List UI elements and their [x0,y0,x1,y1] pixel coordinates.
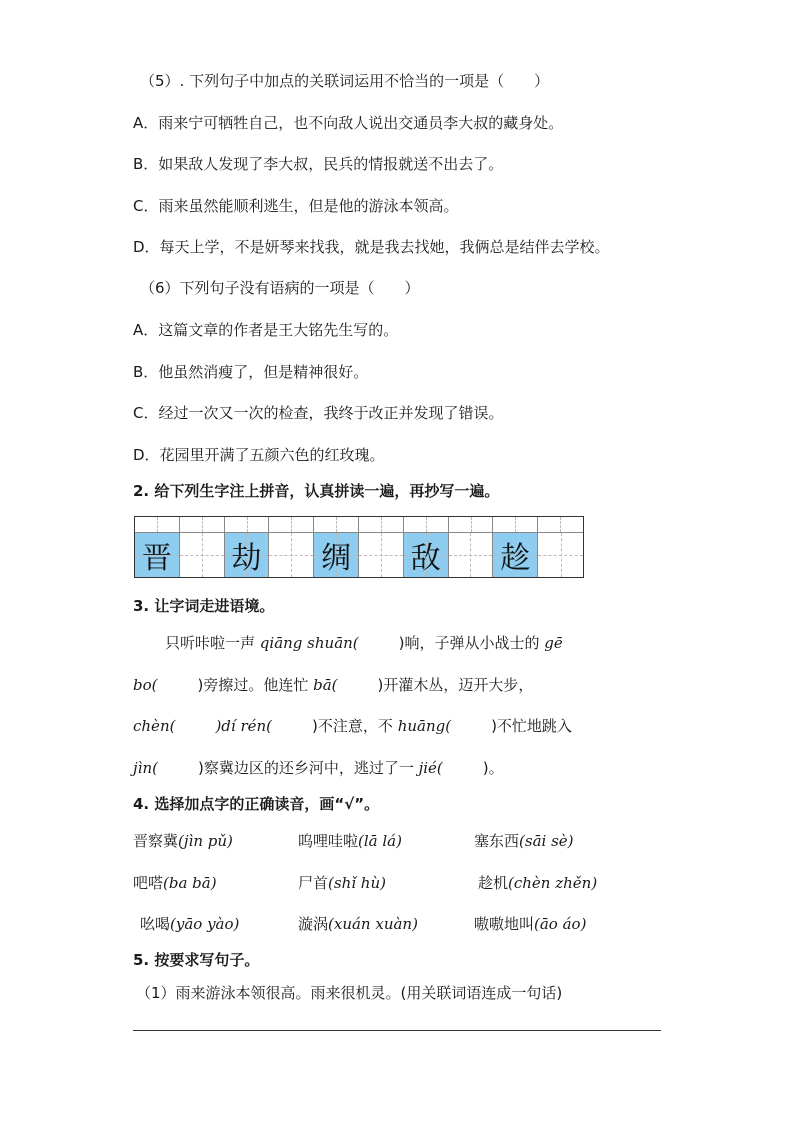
word: 嗷嗷地叫 [474,915,535,933]
text: )不注意，不 [312,717,393,735]
practice-cell[interactable] [269,517,314,577]
q5-option-d[interactable]: D．每天上学，不是妍琴来找我，就是我去找她，我俩总是结伴去学校。 [133,238,610,256]
pinyin-blank[interactable]: bā( [313,676,338,694]
character-writing-grid [134,516,584,578]
char-cell-jie[interactable] [225,517,270,577]
hanzi-char: 敌 [410,541,441,576]
pinyin-blank[interactable]: qiāng shuān( [259,634,359,652]
reading-choice[interactable] [474,831,574,851]
practice-cell[interactable] [180,517,225,577]
q6-option-c[interactable]: C．经过一次又一次的检查，我终于改正并发现了错误。 [133,404,504,422]
reading-options[interactable]: (sāi sè) [519,832,574,850]
reading-options[interactable]: (shǐ hù) [328,874,386,892]
q6-option-b[interactable]: B．他虽然消瘦了，但是精神很好。 [133,363,369,381]
word: 吆喝 [140,915,171,933]
char-cell-chou[interactable] [314,517,359,577]
pinyin-blank[interactable]: chèn( [133,717,176,735]
section-5-item-1: （1）雨来游泳本领很高。雨来很机灵。(用关联词语连成一句话) [136,984,563,1002]
word: 吧嗒 [133,874,164,892]
char-cell-chen[interactable] [493,517,538,577]
word: 漩涡 [298,915,329,933]
reading-options[interactable]: (xuán xuàn) [328,915,418,933]
text: 只听咔啦一声 [165,634,256,652]
reading-choice[interactable] [298,831,402,851]
pinyin-blank[interactable]: )dí rén( [215,717,273,735]
pinyin-blank[interactable]: huāng( [397,717,452,735]
text: )不忙地跳入 [491,717,572,735]
char-cell-jin[interactable] [135,517,180,577]
hanzi-char: 趁 [500,541,531,576]
answer-line[interactable] [133,1030,661,1031]
reading-choice[interactable] [133,831,233,851]
pinyin-blank[interactable]: jìn( [133,759,158,777]
section-2-title: 2. 给下列生字注上拼音，认真拼读一遍，再抄写一遍。 [133,482,500,500]
section-3-line-2 [133,675,533,695]
word: 呜哩哇啦 [298,832,359,850]
q6-option-d[interactable]: D．花园里开满了五颜六色的红玫瑰。 [133,446,385,464]
char-cell-di[interactable] [404,517,449,577]
reading-choice[interactable] [478,873,597,893]
reading-choice[interactable] [298,873,386,893]
practice-cell[interactable] [449,517,494,577]
pinyin-blank[interactable]: bo( [133,676,158,694]
section-5-title: 5. 按要求写句子。 [133,951,260,969]
practice-cell[interactable] [538,517,583,577]
reading-choice[interactable] [474,914,586,934]
reading-choice[interactable] [140,914,239,934]
reading-options[interactable]: (ba bā) [163,874,217,892]
q5-option-a[interactable]: A．雨来宁可牺牲自己，也不向敌人说出交通员李大叔的藏身处。 [133,114,564,132]
text: )察冀边区的还乡河中，逃过了一 [197,759,414,777]
hanzi-char: 绸 [321,541,352,576]
pinyin: gē [544,634,563,652]
q6-stem: （6）下列句子没有语病的一项是（ ） [140,279,420,297]
practice-cell[interactable] [359,517,404,577]
reading-options[interactable]: (āo áo) [534,915,587,933]
hanzi-char: 劫 [231,541,262,576]
reading-options[interactable]: (jìn pǔ) [178,832,233,850]
word: 塞东西 [474,832,520,850]
q5-stem: （5）. 下列句子中加点的关联词运用不恰当的一项是（ ） [140,72,550,90]
reading-choice[interactable] [133,873,217,893]
text: )响，子弹从小战士的 [398,634,540,652]
reading-options[interactable]: (lā lá) [358,832,402,850]
text: )。 [482,759,504,777]
text: )旁擦过。他连忙 [197,676,309,694]
section-3-line-3 [133,716,572,736]
hanzi-char: 晋 [141,541,172,576]
q5-option-b[interactable]: B．如果敌人发现了李大叔，民兵的情报就送不出去了。 [133,155,504,173]
q6-option-a[interactable]: A．这篇文章的作者是王大铭先生写的。 [133,321,399,339]
reading-options[interactable]: (chèn zhěn) [508,874,598,892]
q5-option-c[interactable]: C．雨来虽然能顺利逃生，但是他的游泳本领高。 [133,197,459,215]
reading-options[interactable]: (yāo yào) [170,915,240,933]
reading-choice[interactable] [298,914,418,934]
section-3-line-4 [133,758,504,778]
section-3-line-1 [165,633,563,653]
word: 晋察冀 [133,832,179,850]
pinyin-blank[interactable]: jié( [418,759,443,777]
text: )开灌木丛，迈开大步， [377,676,534,694]
word: 尸首 [298,874,329,892]
section-4-title: 4. 选择加点字的正确读音，画“√”。 [133,795,380,813]
section-3-title: 3. 让字词走进语境。 [133,597,275,615]
word: 趁机 [478,874,509,892]
